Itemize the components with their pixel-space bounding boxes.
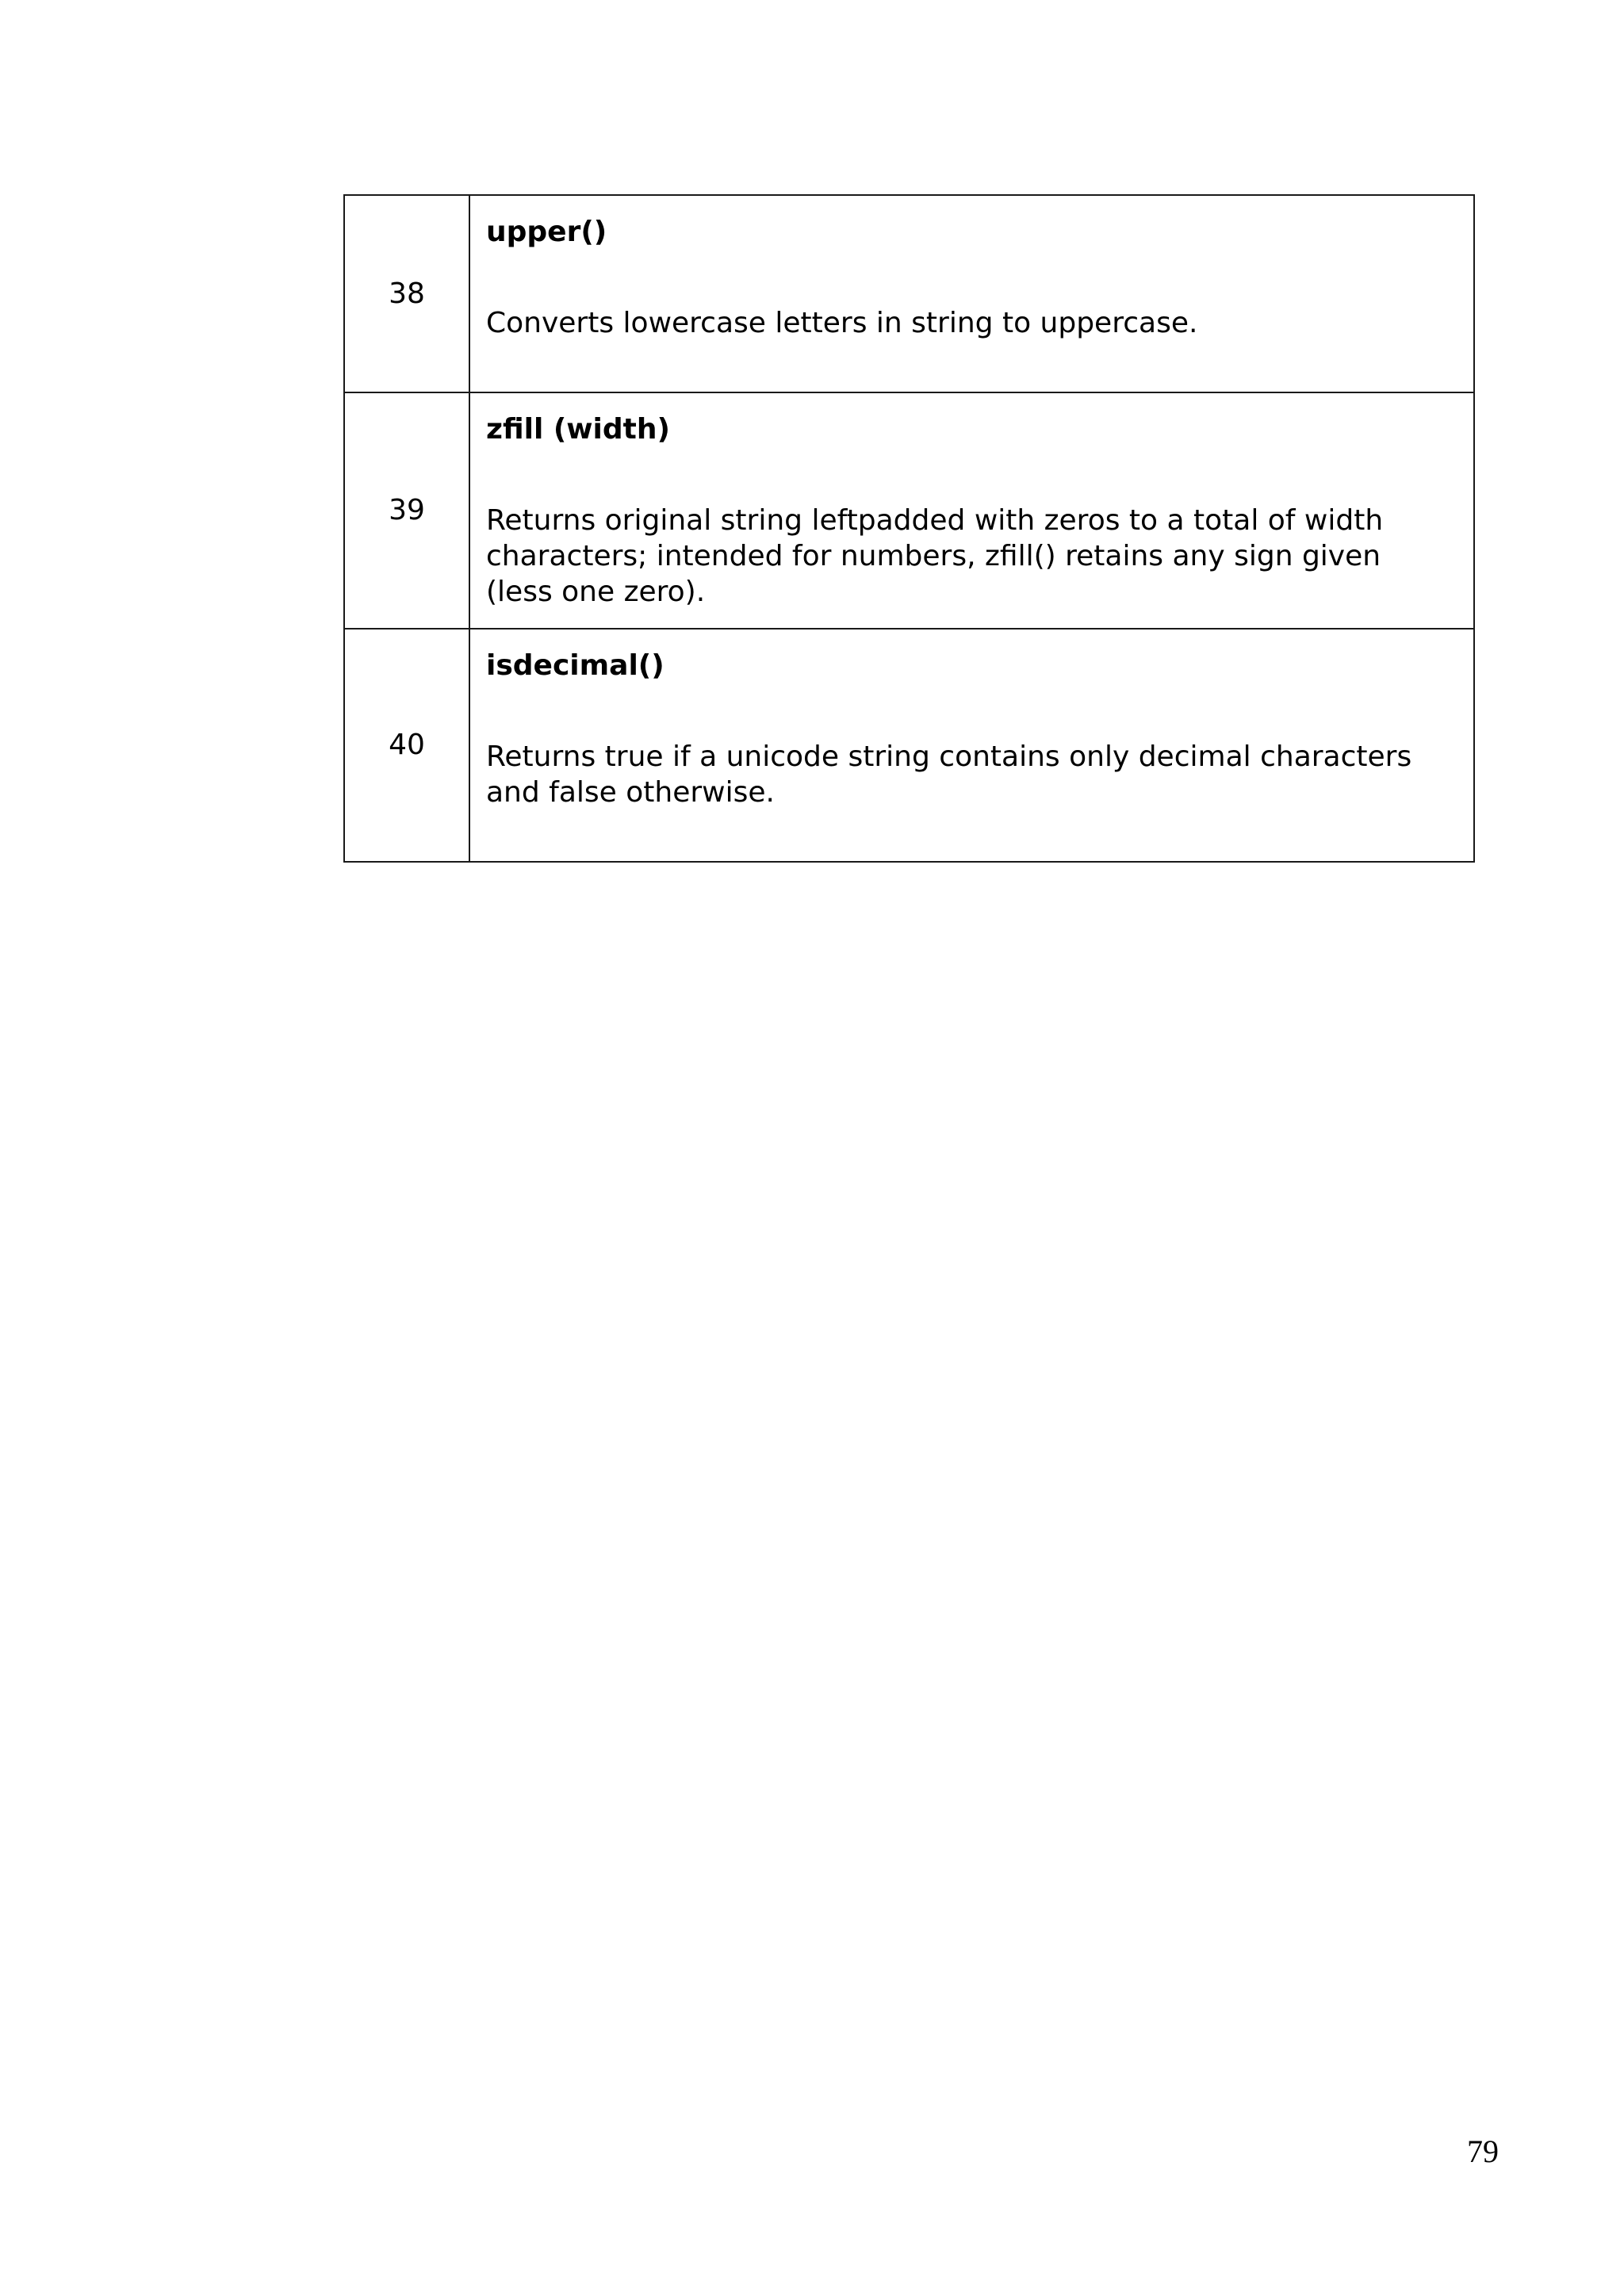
row-number: 39 [344, 392, 469, 629]
method-description: Converts lowercase letters in string to uppercase. [486, 307, 1198, 339]
method-name: isdecimal() [486, 649, 665, 682]
table-row [344, 195, 1474, 392]
table-row [344, 392, 1474, 629]
table-row [344, 629, 1474, 862]
method-cell [469, 392, 1474, 629]
row-number: 38 [344, 195, 469, 392]
string-methods-table [343, 194, 1475, 863]
method-cell [469, 195, 1474, 392]
method-cell [469, 629, 1474, 862]
page-number: 79 [1467, 2133, 1499, 2169]
method-name: zfill (width) [486, 413, 670, 446]
method-description: Returns original string leftpadded with zeros to a total of width characters; intended for numbers, zfill() retains any sign given (less one zero). [486, 504, 1384, 608]
row-number: 40 [344, 629, 469, 862]
method-description: Returns true if a unicode string contains only decimal characters and false otherwise. [486, 740, 1412, 809]
method-name: upper() [486, 216, 607, 248]
